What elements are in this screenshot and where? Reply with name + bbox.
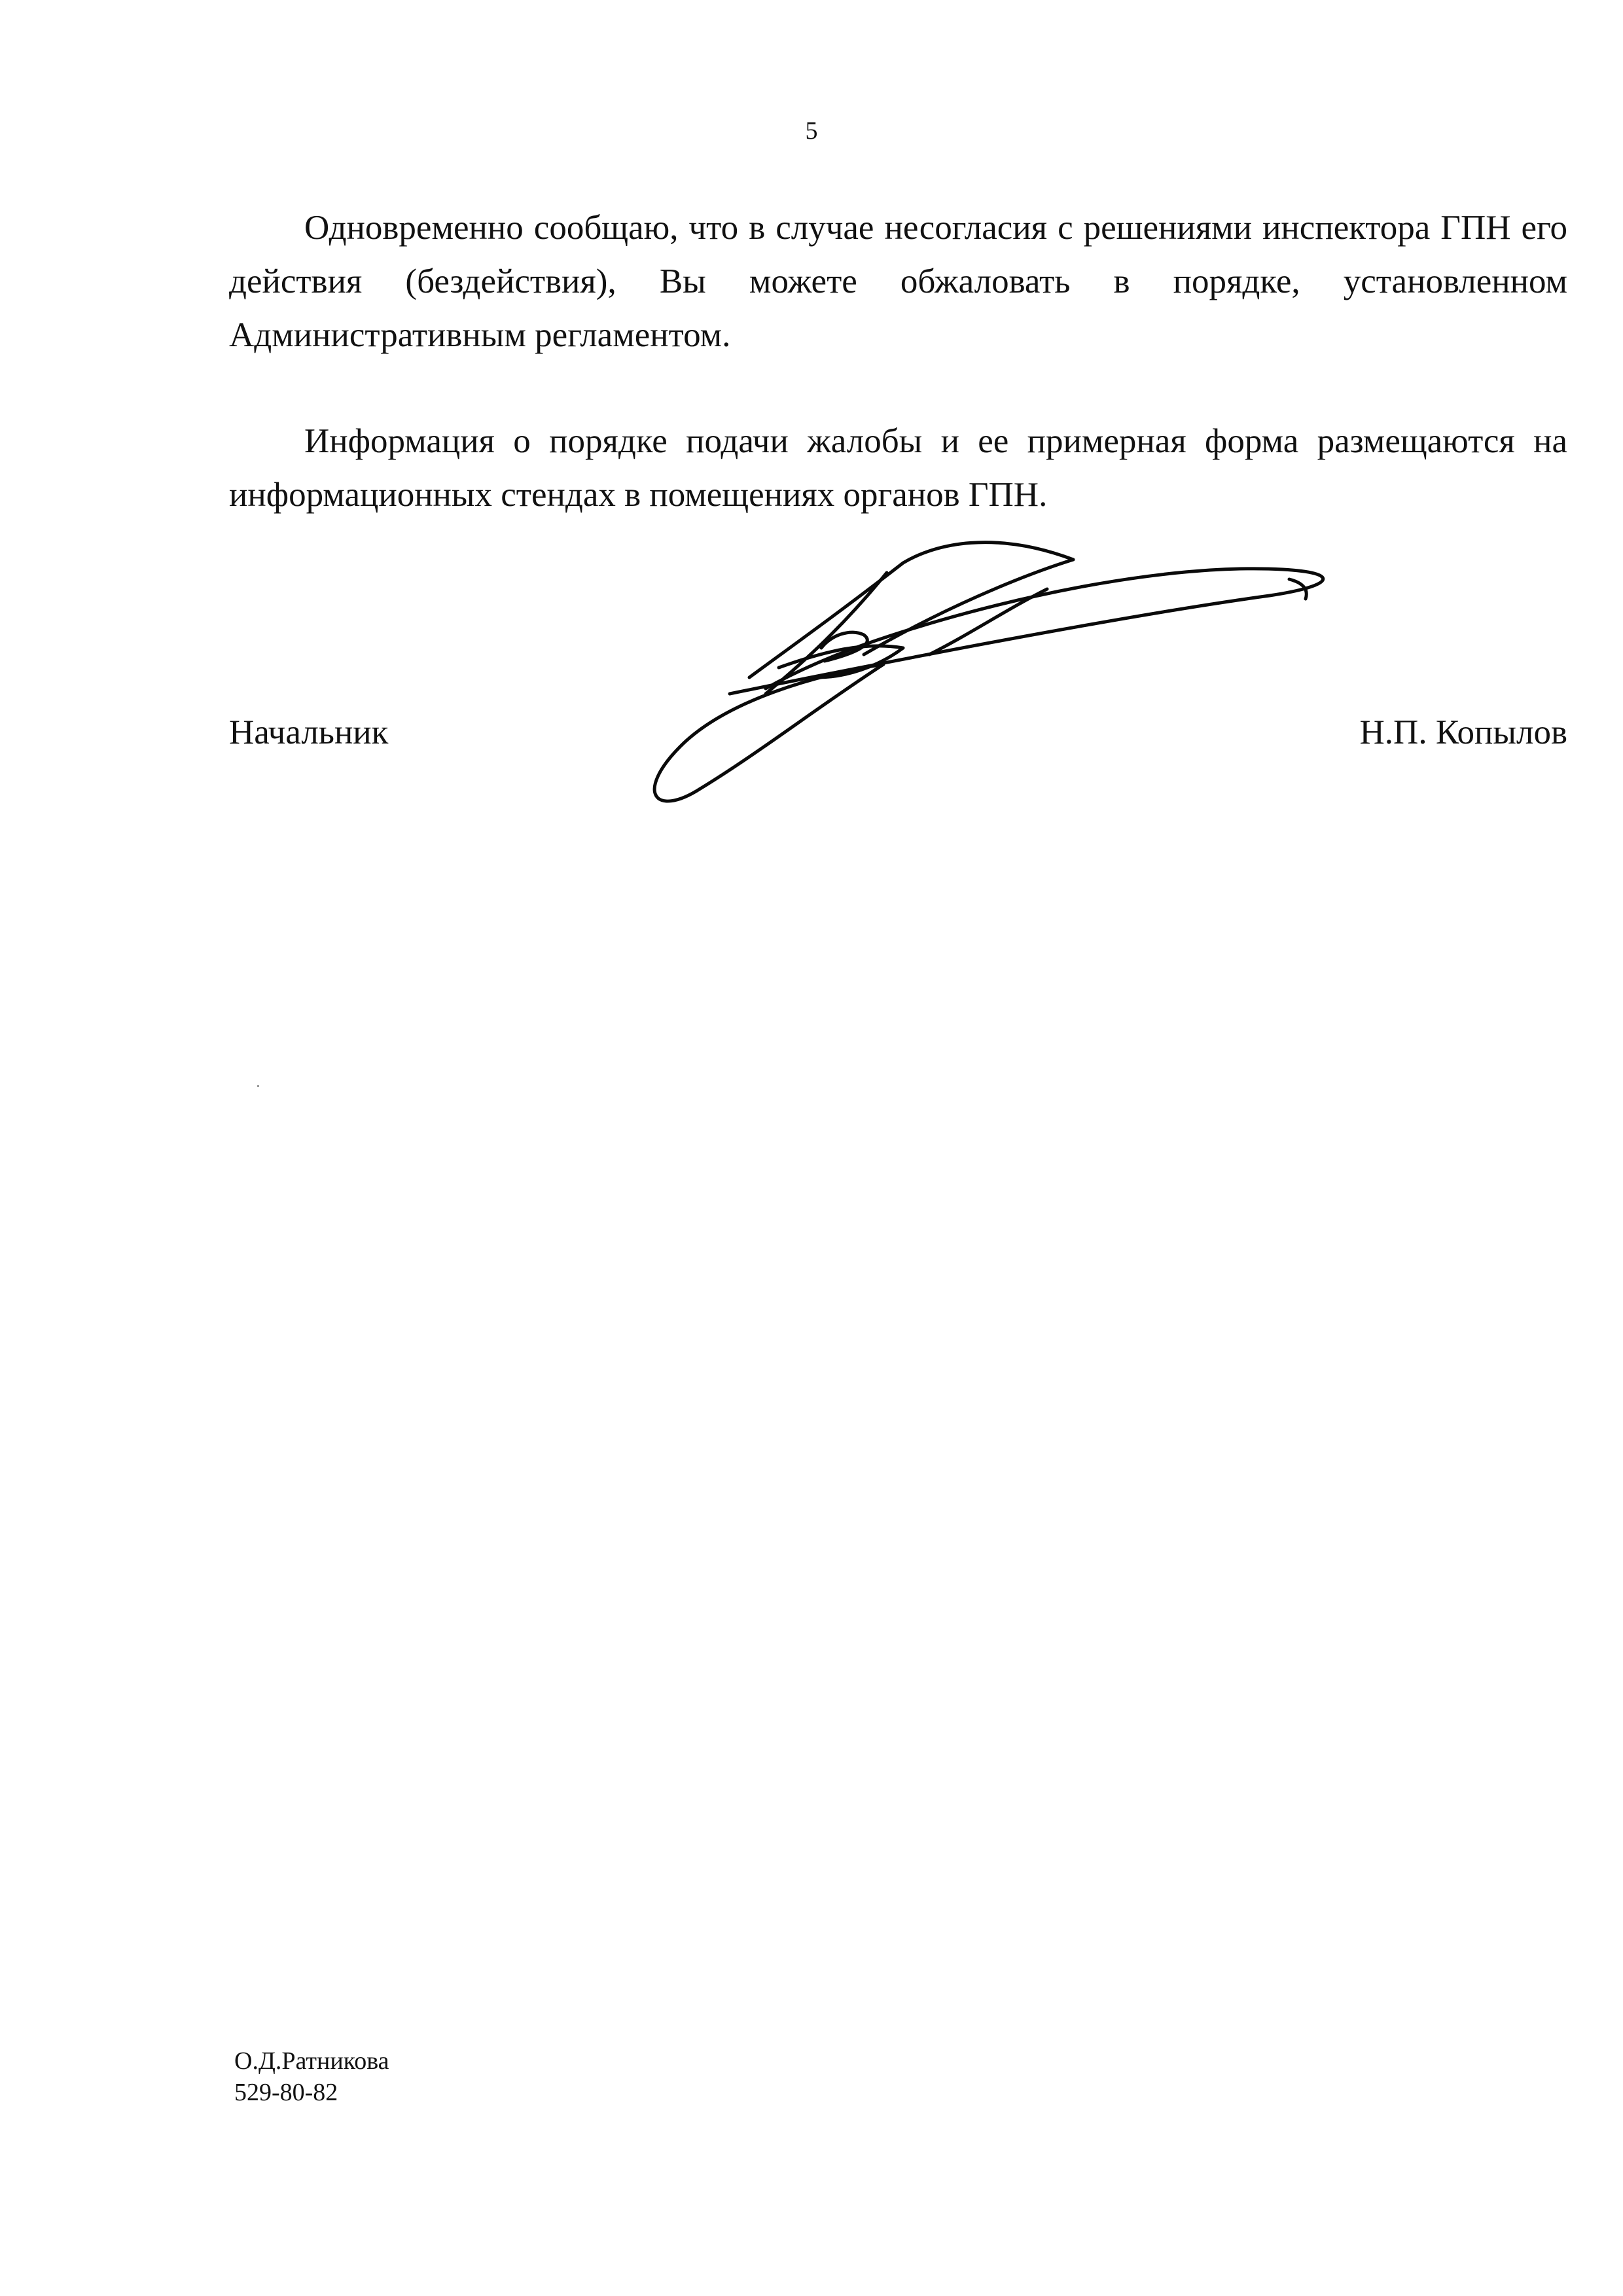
signatory-position: Начальник bbox=[229, 713, 389, 751]
body-paragraph-1: Одновременно сообщаю, что в случае несогласия с решениями инспектора ГПН его действия (бездействия), Вы можете обжаловать в порядке, установленном Административным регламентом. bbox=[229, 209, 1567, 354]
page-number: 5 bbox=[805, 117, 818, 145]
executor-name: О.Д.Ратникова bbox=[234, 2047, 389, 2075]
handwritten-signature bbox=[628, 537, 1348, 812]
signature-loop-right bbox=[730, 569, 1323, 694]
body-paragraph-2: Информация о порядке подачи жалобы и ее примерная форма размещаются на информационных стендах в помещениях органов ГПН. bbox=[229, 422, 1567, 514]
scan-speck bbox=[257, 1085, 259, 1087]
executor-phone: 529-80-82 bbox=[234, 2079, 338, 2106]
signatory-name: Н.П. Копылов bbox=[1359, 713, 1567, 751]
executor-block bbox=[234, 2045, 389, 2108]
